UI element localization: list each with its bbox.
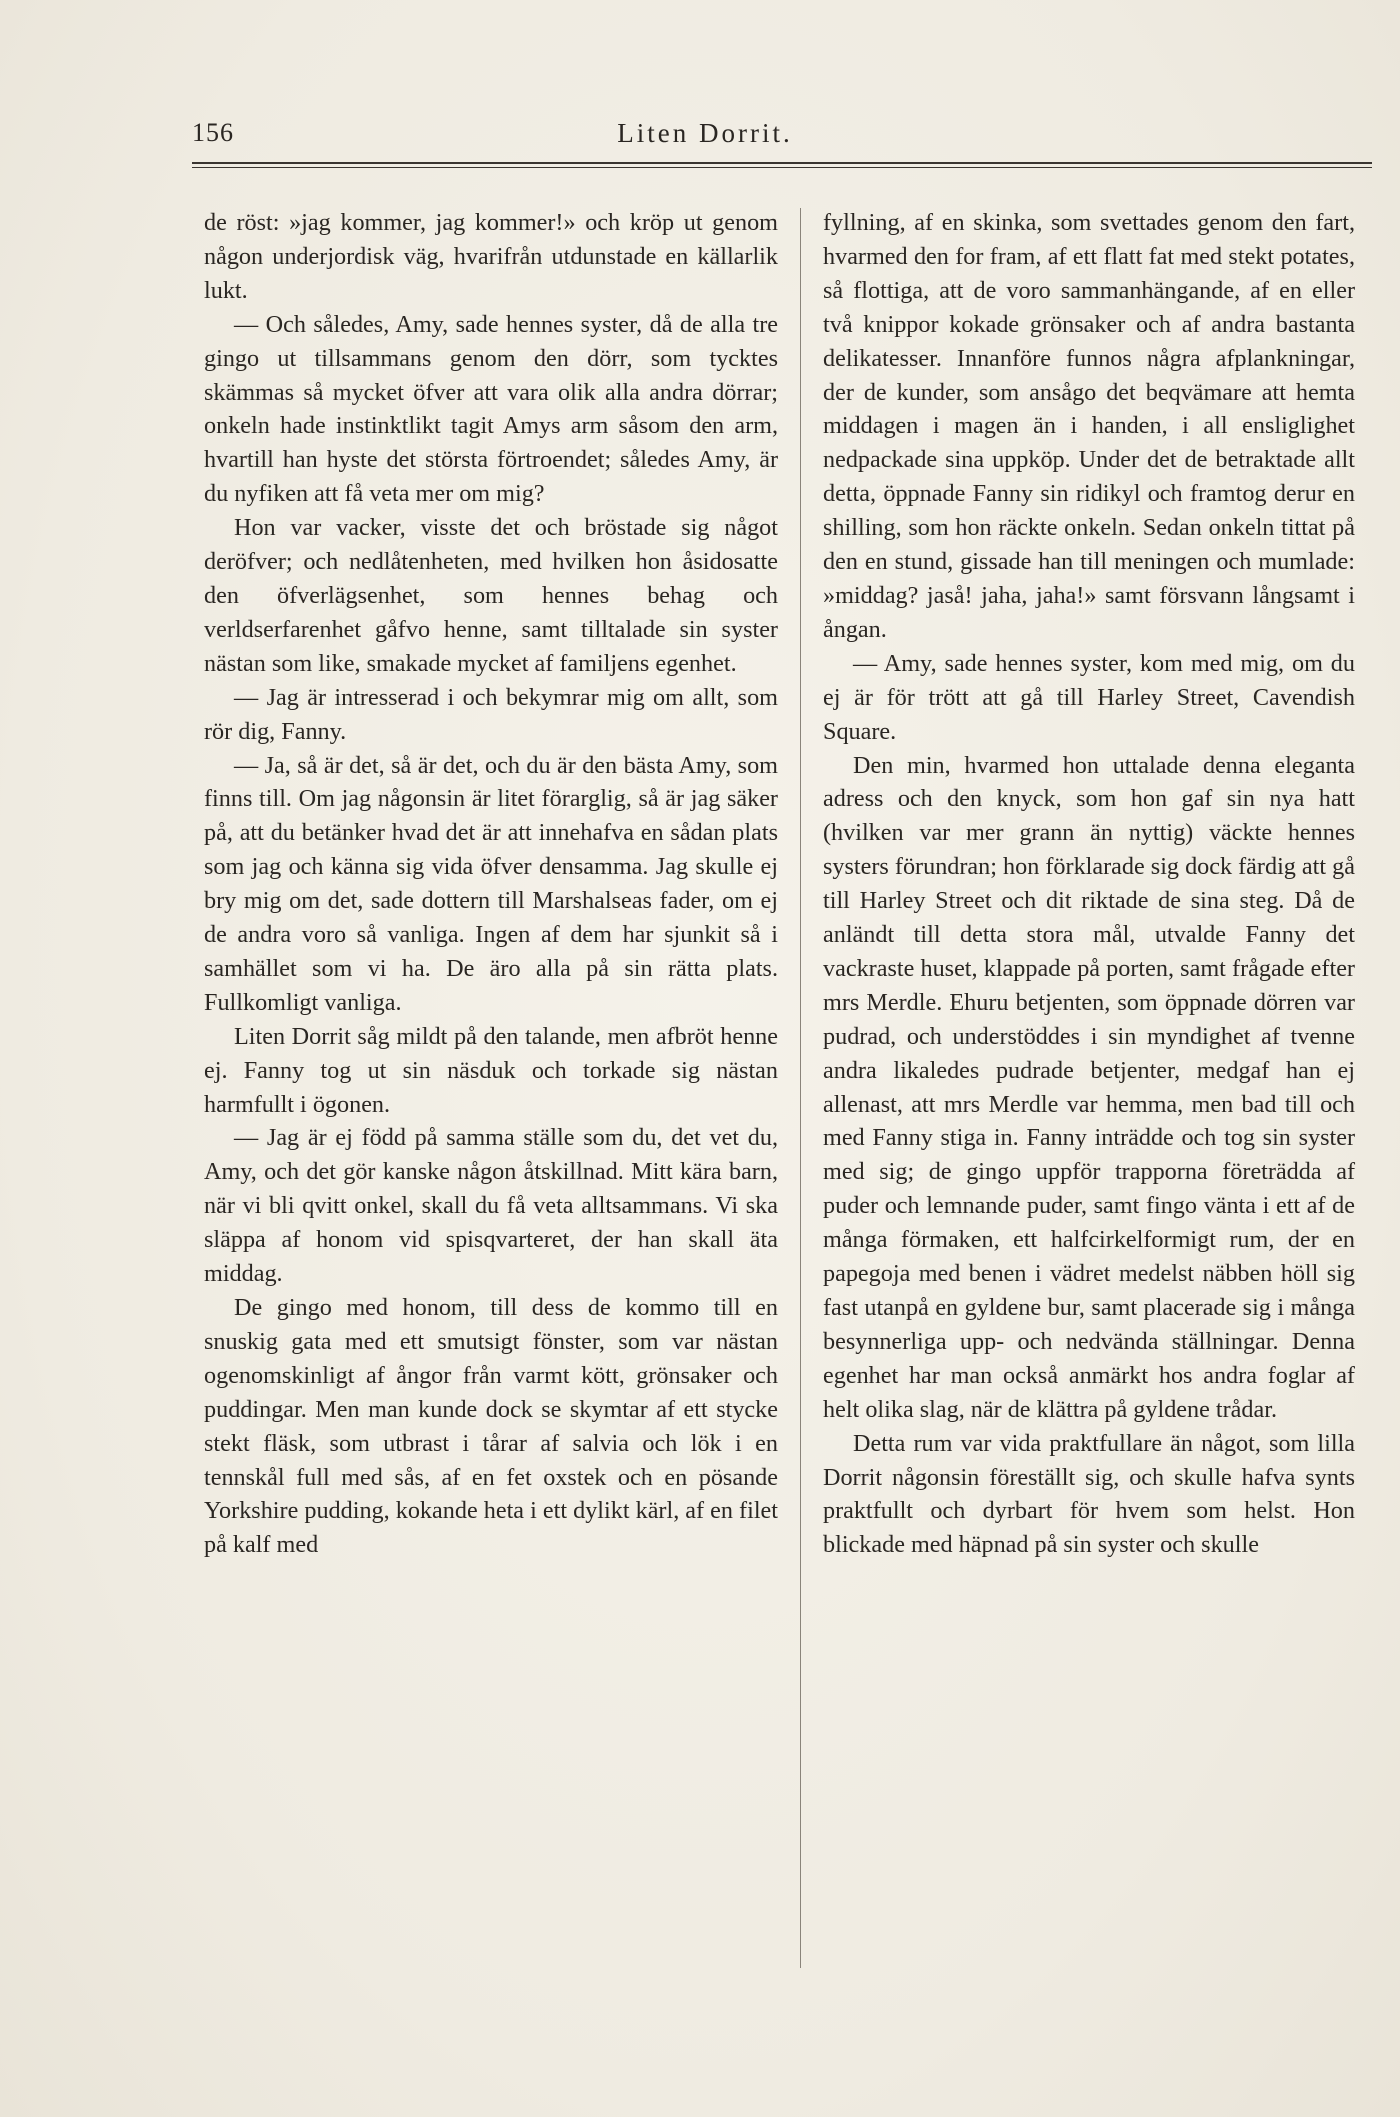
paragraph: — Jag är intresserad i och bekymrar mig om allt, som rör dig, Fanny. <box>204 683 778 745</box>
running-title: Liten Dorrit. <box>617 118 793 148</box>
header-rule-thick <box>192 162 1372 164</box>
paragraph: fyllning, af en skinka, som svettades genom den fart, hvarmed den for fram, af ett flatt fat med stekt potates, så flottiga, att de voro sammanhängande, af en eller två knippor kokade grönsaker och af andra bastanta delikatesser. Innanföre funnos några afplankningar, der de kunder, som ansågo det beqvämare att hemta middagen i magen än i handen, i all ensliglighet nedpackade sina uppköp. Under det de betraktade allt detta, öppnade Fanny sin ridikyl och framtog derur en shilling, som hon räckte onkeln. Sedan onkeln tittat på den en stund, gissade han till meningen och mumlade: »middag? jaså! jaha, jaha!» samt försvann långsamt i ångan. <box>823 209 1355 643</box>
paragraph: — Jag är ej född på samma ställe som du, det vet du, Amy, och det gör kanske någon åtskillnad. Mitt kära barn, när vi bli qvitt onkel, skall du få veta alltsammans. Vi ska släppa af honom vid spisqvarteret, der han skall äta middag. <box>204 1124 778 1288</box>
paragraph: de röst: »jag kommer, jag kommer!» och kröp ut genom någon underjordisk väg, hvarifrån utdunstade en källarlik lukt. <box>204 209 778 304</box>
page-header <box>192 118 1372 158</box>
right-column <box>823 206 1355 1562</box>
left-column <box>204 206 778 1562</box>
page-number: 156 <box>192 118 234 147</box>
paragraph: De gingo med honom, till dess de kommo till en snuskig gata med ett smutsigt fönster, som var nästan ogenomskinligt af ångor från varmt kött, grönsaker och puddingar. Men man kunde dock se skymtar af ett stycke stekt fläsk, som utbrast i tårar af salvia och lök i en tennskål full med sås, af en fet oxstek och en pösande Yorkshire pudding, kokande heta i ett dylikt kärl, af en filet på kalf med <box>204 1294 778 1559</box>
paragraph: — Ja, så är det, så är det, och du är den bästa Amy, som finns till. Om jag någonsin är litet förarglig, så är jag säker på, att du betänker hvad det är att innehafva en sådan plats som jag och känna sig vida öfver densamma. Jag skulle ej bry mig om det, sade dottern till Marshalseas fader, om ej de andra voro så vanliga. Ingen af dem har sjunkit så i samhället som vi ha. De äro alla på sin rätta plats. Fullkomligt vanliga. <box>204 751 778 1016</box>
paragraph: Den min, hvarmed hon uttalade denna eleganta adress och den knyck, som hon gaf sin nya hatt (hvilken var mer grann än nyttig) väckte hennes systers förundran; hon förklarade sig dock färdig att gå till Harley Street och dit riktade de sina steg. Då de anländt till detta stora mål, utvalde Fanny det vackraste huset, klappade på porten, samt frågade efter mrs Merdle. Ehuru betjenten, som öppnade dörren var pudrad, och understöddes i sin myndighet af tvenne andra likaledes pudrade betjenter, medgaf han ej allenast, att mrs Merdle var hemma, men bad till och med Fanny stiga in. Fanny inträdde och tog sin syster med sig; de gingo uppför trapporna företrädda af puder och lemnande puder, samt fingo vänta i ett af de många förmaken, ett halfcirkelformigt rum, der en papegoja med benen i vädret medelst näbben höll sig fast utanpå en gyldene bur, samt placerade sig i många besynnerliga upp- och nedvända ställningar. Denna egenhet har man också anmärkt hos andra foglar af helt olika slag, när de klättra på gyldene trådar. <box>823 751 1355 1423</box>
paragraph: — Och således, Amy, sade hennes syster, då de alla tre gingo ut tillsammans genom den dörr, som tycktes skämmas så mycket öfver att vara olik alla andra dörrar; onkeln hade instinktlikt tagit Amys arm såsom den arm, hvartill han hyste det största förtroendet; således Amy, är du nyfiken att få veta mer om mig? <box>204 310 778 508</box>
paragraph: Hon var vacker, visste det och bröstade sig något deröfver; och nedlåtenheten, med hvilken hon åsidosatte den öfverlägsenhet, som hennes behag och verldserfarenhet gåfvo henne, samt tilltalade sin syster nästan som like, smakade mycket af familjens egenhet. <box>204 514 778 677</box>
paragraph: Detta rum var vida praktfullare än något, som lilla Dorrit någonsin föreställt sig, och skulle hafva synts praktfullt och dyrbart för hvem som helst. Hon blickade med häpnad på sin syster och skulle <box>823 1429 1355 1559</box>
paragraph: — Amy, sade hennes syster, kom med mig, om du ej är för trött att gå till Harley Street, Cavendish Square. <box>823 649 1355 745</box>
paragraph: Liten Dorrit såg mildt på den talande, men afbröt henne ej. Fanny tog ut sin näsduk och torkade sig nästan harmfullt i ögonen. <box>204 1022 778 1118</box>
column-divider <box>800 208 801 1968</box>
header-rule-thin <box>192 167 1372 168</box>
